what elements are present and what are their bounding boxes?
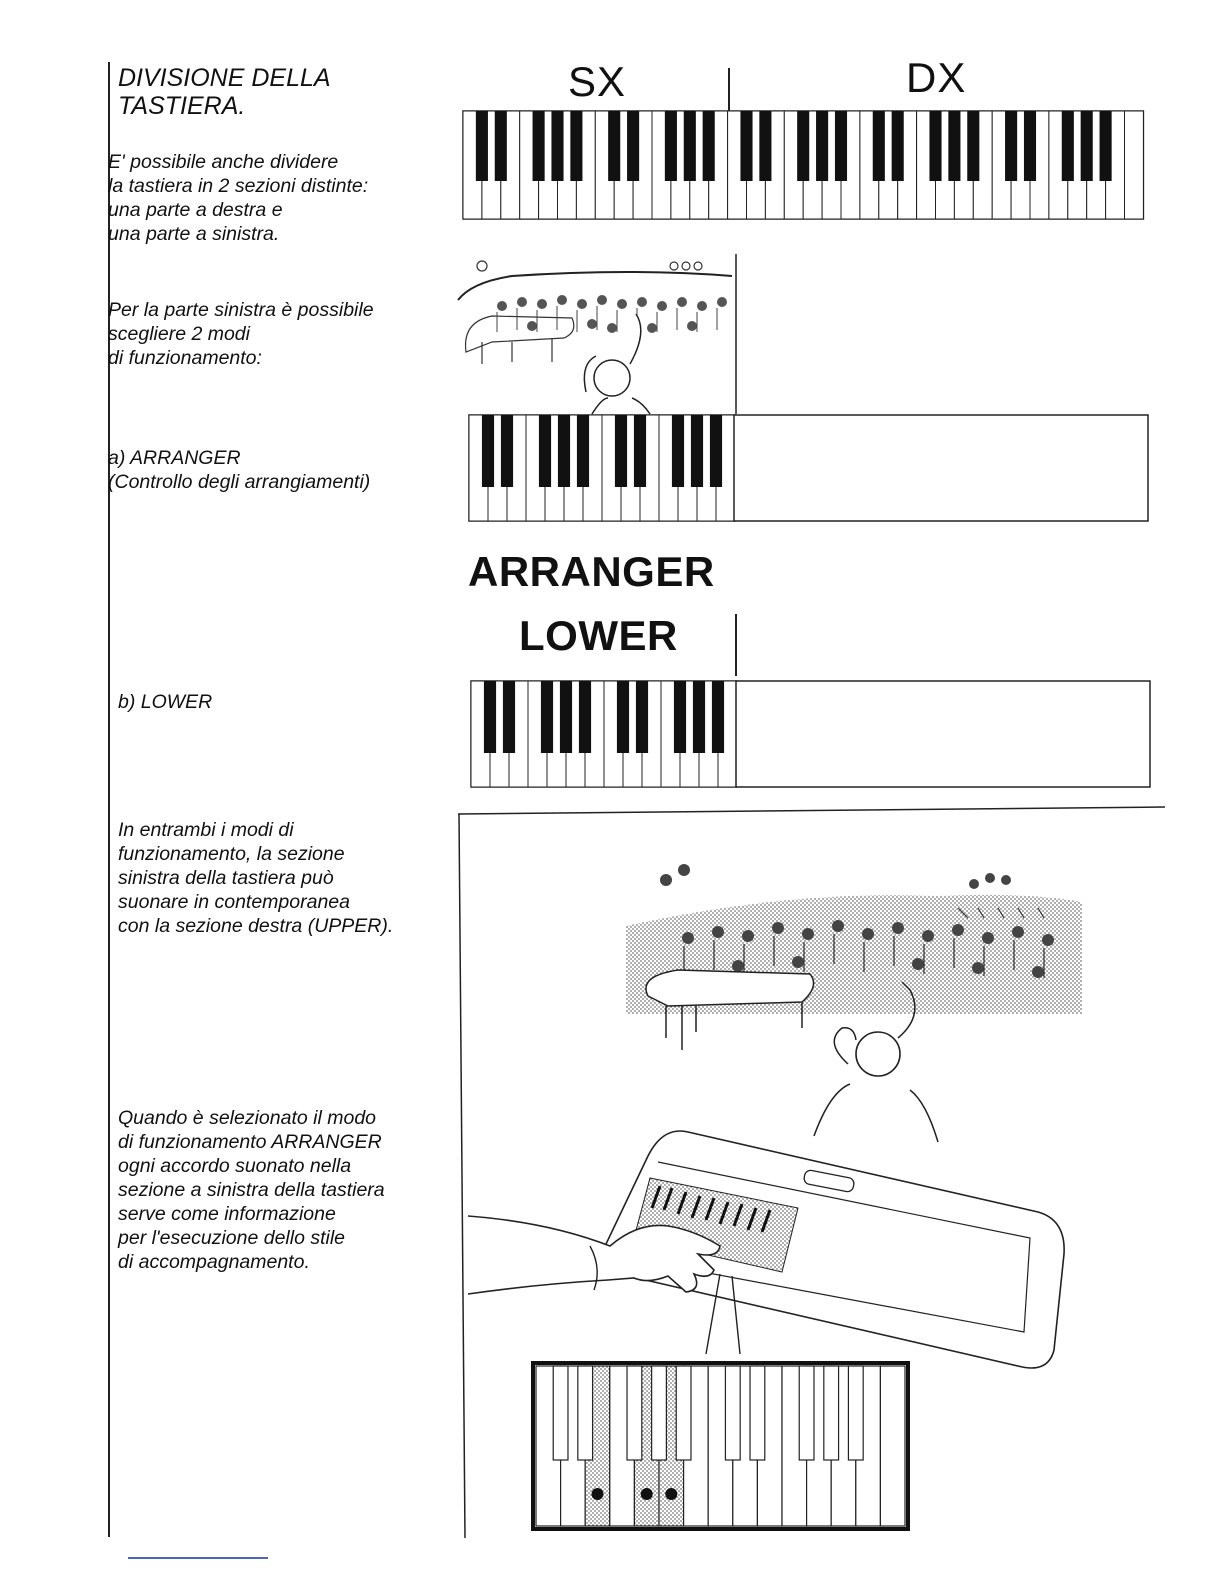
black-key-outline	[578, 1366, 593, 1460]
para-line: funzionamento, la sezione	[118, 843, 345, 865]
label-lower: LOWER	[519, 612, 678, 659]
para-line: a) ARRANGER	[108, 447, 241, 469]
black-key-outline	[553, 1366, 568, 1460]
label-arranger: ARRANGER	[468, 548, 715, 595]
black-key	[558, 415, 570, 487]
black-key	[691, 415, 703, 487]
black-key-outline	[750, 1366, 765, 1460]
paragraph-arranger-mode	[108, 446, 370, 494]
performance-illustration	[458, 806, 1168, 1540]
black-key	[1062, 111, 1074, 181]
zoomed-chord-keyboard	[533, 1363, 908, 1529]
black-key	[967, 111, 979, 181]
black-key	[551, 111, 563, 181]
black-key	[710, 415, 722, 487]
black-key	[892, 111, 904, 181]
black-key	[476, 111, 488, 181]
black-key-outline	[824, 1366, 839, 1460]
black-key	[929, 111, 941, 181]
para-line: Per la parte sinistra è possibile	[108, 299, 374, 321]
split-point-marker	[728, 68, 730, 112]
para-line: per l'esecuzione dello stile	[118, 1227, 346, 1249]
para-line: sinistra della tastiera può	[118, 867, 334, 889]
black-key	[570, 111, 582, 181]
para-line: la tastiera in 2 sezioni distinte:	[108, 175, 369, 197]
para-line: serve come informazione	[118, 1203, 336, 1225]
black-key	[636, 681, 648, 753]
para-line: una parte a destra e	[108, 199, 283, 221]
black-key	[539, 415, 551, 487]
black-key	[712, 681, 724, 753]
para-line: di accompagnamento.	[118, 1251, 310, 1273]
black-key	[797, 111, 809, 181]
lower-split-marker	[735, 614, 737, 676]
para-line: (Controllo degli arrangiamenti)	[108, 471, 371, 493]
para-line: di funzionamento ARRANGER	[118, 1131, 382, 1153]
para-line: scegliere 2 modi	[108, 323, 250, 345]
black-key	[1005, 111, 1017, 181]
black-key	[533, 111, 545, 181]
black-key	[672, 415, 684, 487]
black-key-outline	[627, 1366, 642, 1460]
black-key-outline	[848, 1366, 863, 1460]
black-key	[617, 681, 629, 753]
black-key	[484, 681, 496, 753]
para-line: E' possibile anche dividere	[108, 151, 339, 173]
para-line: una parte a sinistra.	[108, 223, 280, 245]
black-key	[541, 681, 553, 753]
chord-dot	[665, 1488, 677, 1500]
black-key-outline	[725, 1366, 740, 1460]
para-line: Quando è selezionato il modo	[118, 1107, 377, 1129]
title-line-1: DIVISIONE DELLA	[118, 64, 331, 92]
black-key	[501, 415, 513, 487]
para-line: In entrambi i modi di	[118, 819, 294, 841]
black-key	[835, 111, 847, 181]
black-key-outline	[676, 1366, 691, 1460]
paragraph-left-modes	[108, 298, 374, 370]
para-line: b) LOWER	[118, 691, 213, 713]
footer-rule	[128, 1557, 268, 1559]
para-line: con la sezione destra (UPPER).	[118, 915, 394, 937]
black-key	[608, 111, 620, 181]
black-key	[703, 111, 715, 181]
paragraph-lower-mode	[118, 690, 212, 714]
paragraph-split-intro	[108, 150, 368, 246]
black-key	[627, 111, 639, 181]
black-key	[684, 111, 696, 181]
white-key	[880, 1366, 905, 1526]
white-key	[1125, 111, 1144, 219]
black-key	[1024, 111, 1036, 181]
black-key	[615, 415, 627, 487]
para-line: suonare in contemporanea	[118, 891, 350, 913]
orchestra-illustration-small	[452, 252, 742, 416]
black-key	[1081, 111, 1093, 181]
full-keyboard	[462, 110, 1146, 222]
black-key	[674, 681, 686, 753]
chord-dot	[592, 1488, 604, 1500]
black-key	[577, 415, 589, 487]
title-line-2: TASTIERA.	[118, 92, 246, 120]
paragraph-both-modes	[118, 818, 393, 938]
label-sx: SX	[568, 58, 627, 105]
black-key	[495, 111, 507, 181]
section-title	[118, 64, 331, 120]
label-dx: DX	[906, 54, 967, 101]
black-key	[482, 415, 494, 487]
black-key	[579, 681, 591, 753]
black-key	[816, 111, 828, 181]
para-line: sezione a sinistra della tastiera	[118, 1179, 385, 1201]
black-key	[560, 681, 572, 753]
black-key	[873, 111, 885, 181]
paragraph-arranger-info	[118, 1106, 385, 1274]
black-key	[740, 111, 752, 181]
black-key	[693, 681, 705, 753]
black-key	[503, 681, 515, 753]
para-line: di funzionamento:	[108, 347, 262, 369]
black-key-outline	[652, 1366, 667, 1460]
chord-dot	[641, 1488, 653, 1500]
black-key	[948, 111, 960, 181]
arranger-split-keyboard	[468, 414, 1150, 526]
black-key	[665, 111, 677, 181]
lower-split-keyboard	[470, 680, 1152, 792]
left-margin-rule	[108, 62, 110, 1537]
para-line: ogni accordo suonato nella	[118, 1155, 352, 1177]
black-key	[634, 415, 646, 487]
black-key	[759, 111, 771, 181]
black-key	[1100, 111, 1112, 181]
black-key-outline	[799, 1366, 814, 1460]
